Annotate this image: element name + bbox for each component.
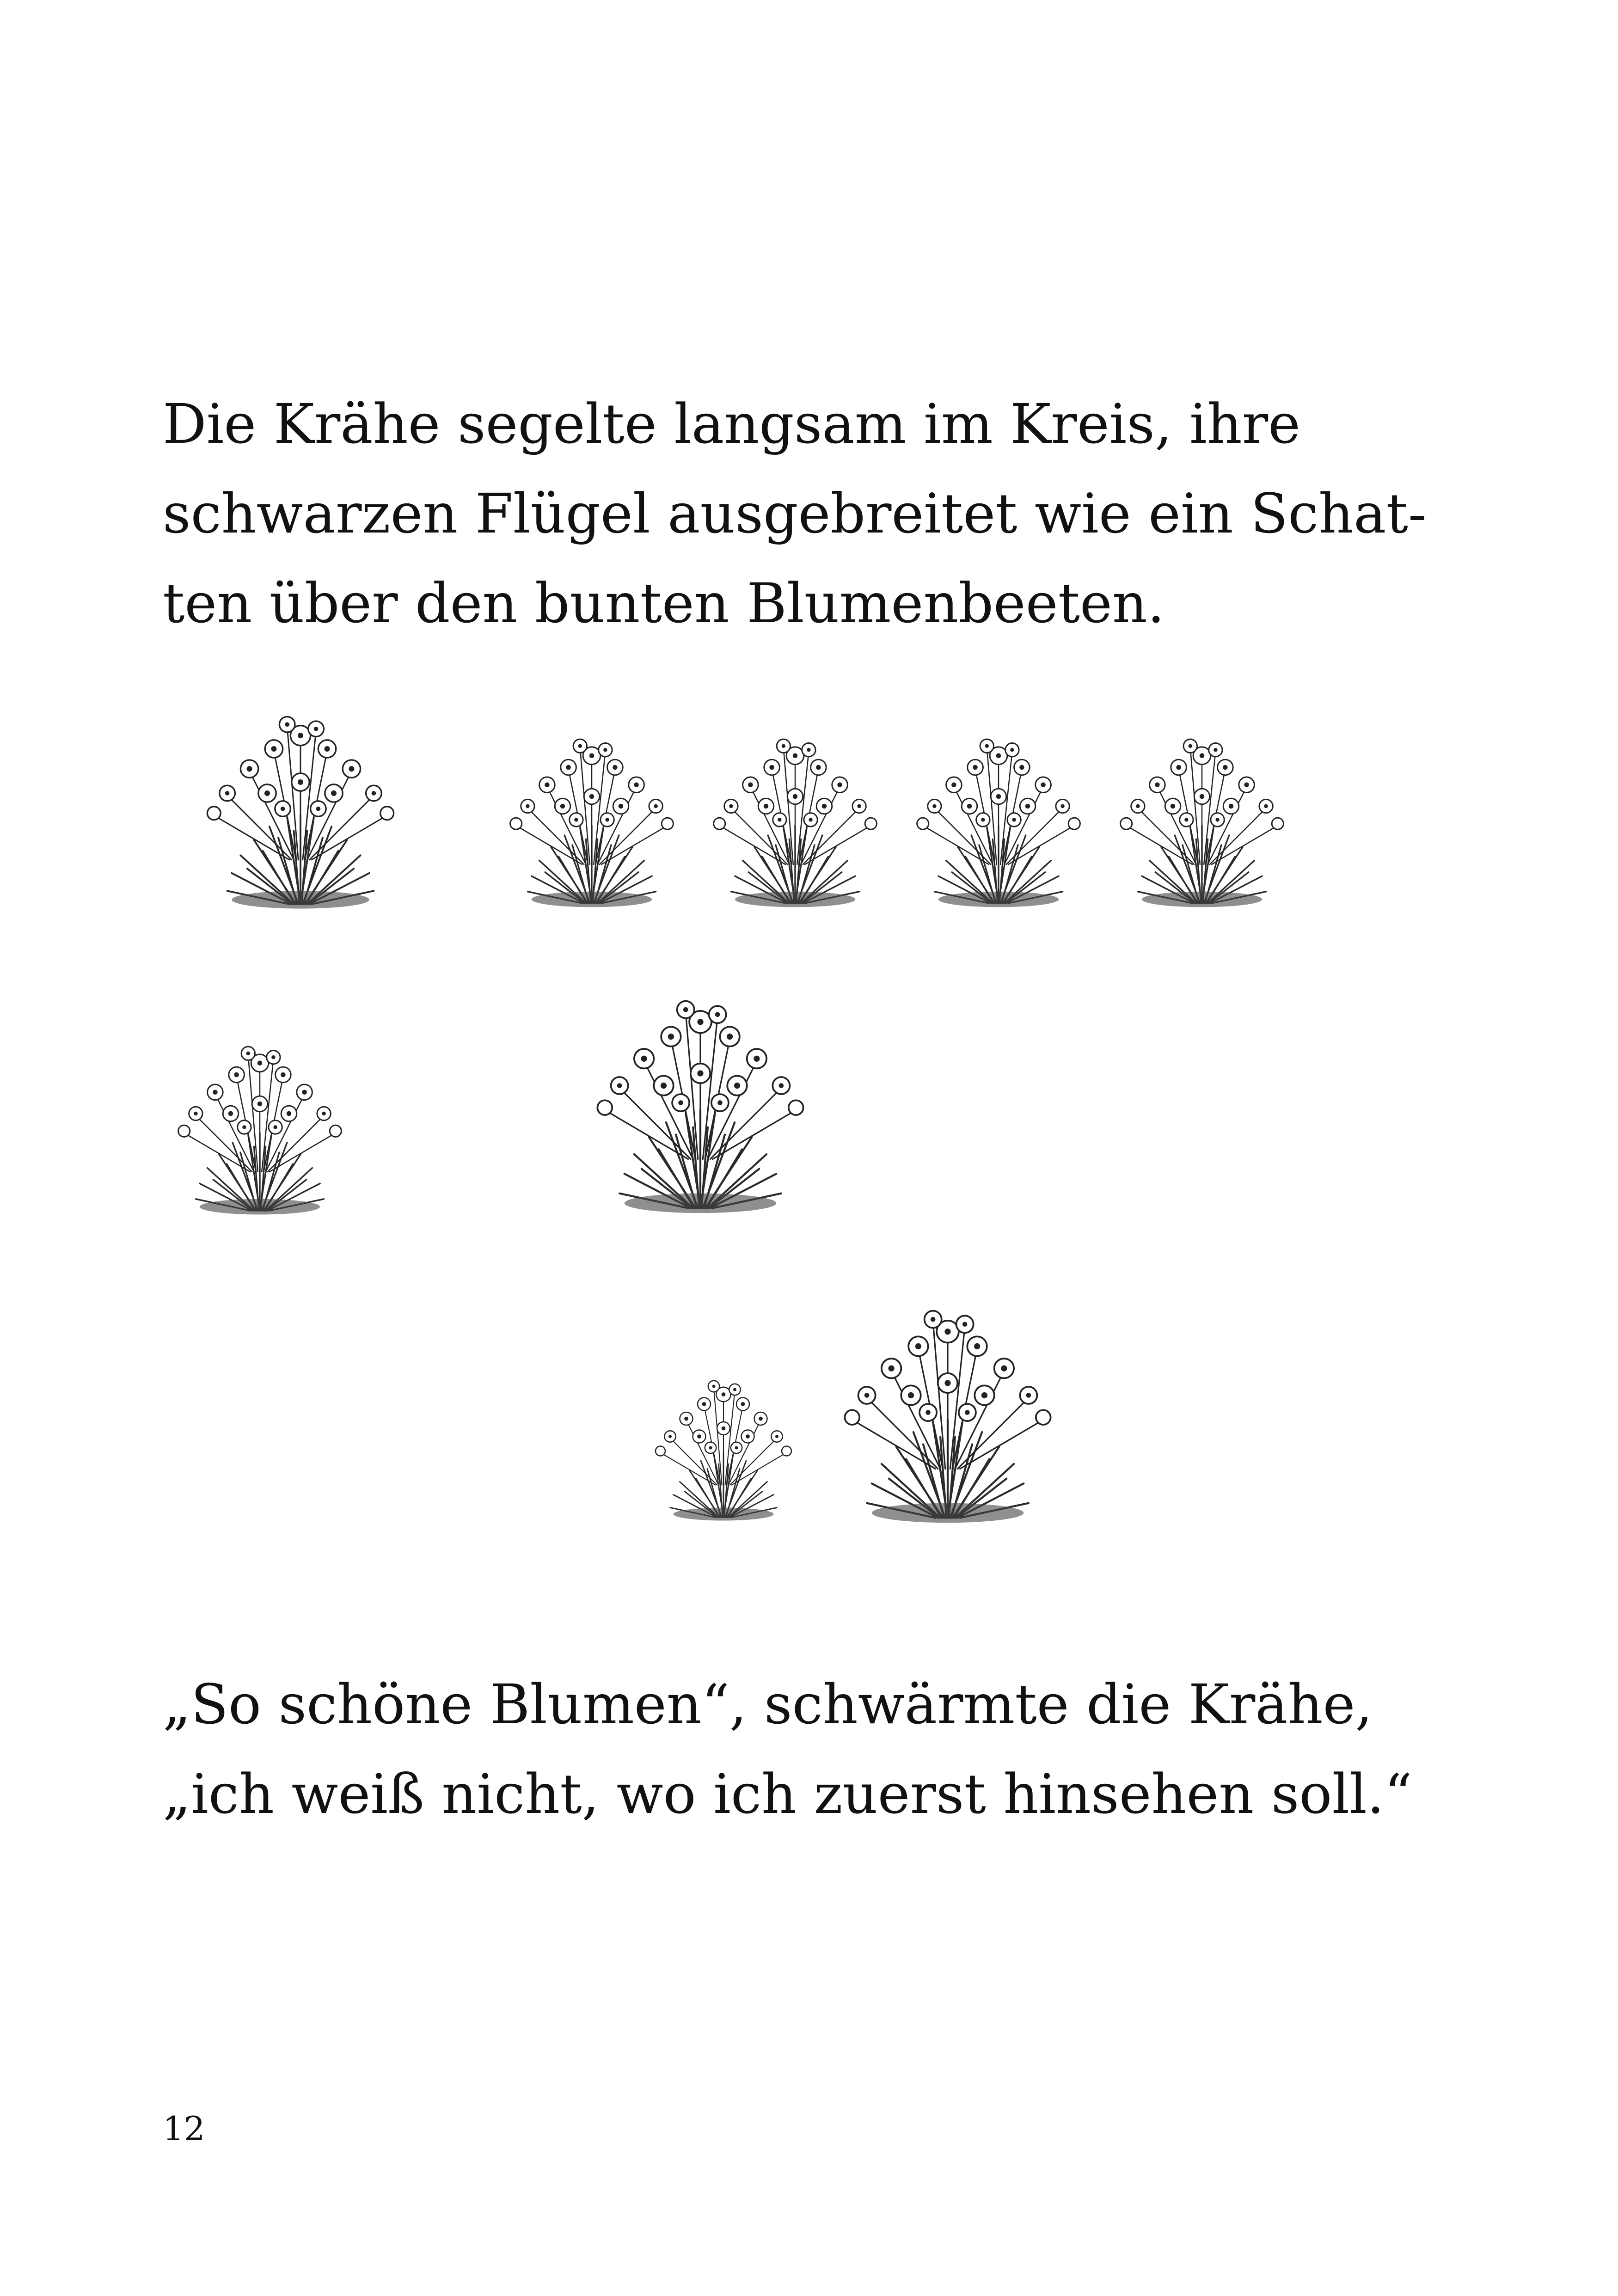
flower-bush-icon — [638, 1364, 809, 1525]
page-number: 12 — [163, 2109, 205, 2148]
paragraph-2: „So schöne Blumen“, schwärmte die Krähe, „ich weiß nicht, wo ich zuerst hinsehen soll.“ — [163, 1672, 1412, 1826]
flower-bush-icon — [576, 975, 825, 1220]
flower-bush-icon — [163, 1026, 357, 1220]
flower-bush-icon — [897, 719, 1100, 913]
flower-bush-icon — [185, 693, 416, 915]
paragraph-1: Die Krähe segelte langsam im Kreis, ihre schwarzen Flügel ausgebreitet wie ein Schat- ten über den bunten Blumenbeeten. — [163, 392, 1427, 635]
flower-bush-icon — [818, 1285, 1077, 1530]
flower-bush-icon — [693, 719, 897, 913]
flower-bush-icon — [490, 719, 693, 913]
flower-bush-icon — [1100, 719, 1304, 913]
